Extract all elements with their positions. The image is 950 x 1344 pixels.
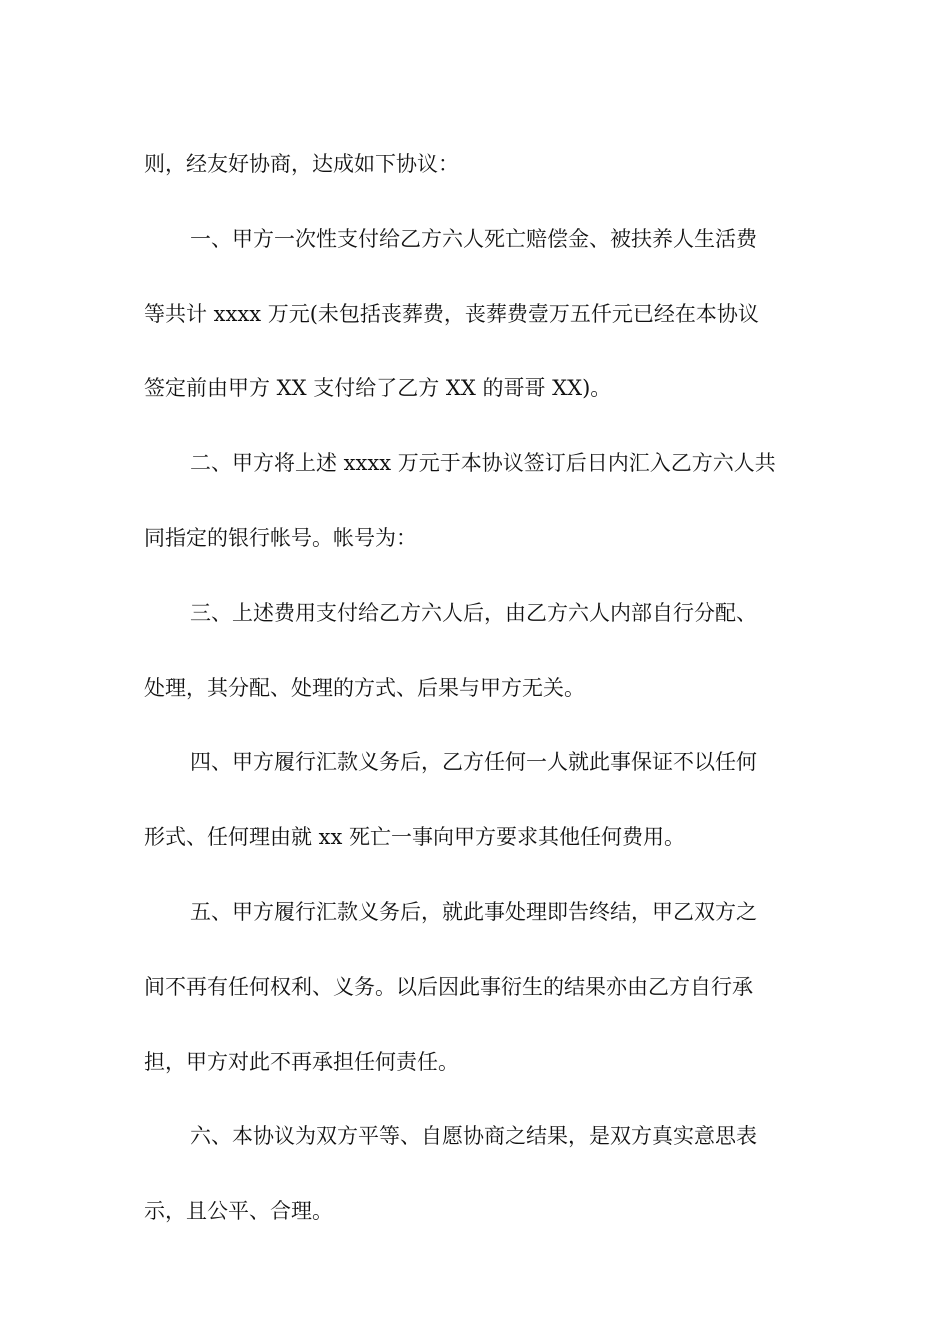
text-line: 六、本协议为双方平等、自愿协商之结果，是双方真实意思表 — [190, 1124, 757, 1149]
text-line: 担，甲方对此不再承担任何责任。 — [144, 1049, 459, 1074]
text-line: 则，经友好协商，达成如下协议： — [144, 152, 459, 176]
text-line: 同指定的银行帐号。帐号为： — [144, 525, 417, 550]
text-line: 三、上述费用支付给乙方六人后，由乙方六人内部自行分配、 — [190, 600, 757, 625]
text-line: 等共计 xxxx 万元(未包括丧葬费，丧葬费壹万五仟元已经在本协议 — [144, 301, 759, 326]
text-line: 五、甲方履行汇款义务后，就此事处理即告终结，甲乙双方之 — [190, 899, 757, 924]
document-body — [144, 127, 816, 1249]
text-line: 处理，其分配、处理的方式、后果与甲方无关。 — [144, 675, 585, 700]
text-line: 形式、任何理由就 xx 死亡一事向甲方要求其他任何费用。 — [144, 825, 686, 850]
text-line: 示，且公平、合理。 — [144, 1199, 333, 1224]
text-line: 一、甲方一次性支付给乙方六人死亡赔偿金、被扶养人生活费 — [190, 226, 757, 251]
text-line: 四、甲方履行汇款义务后，乙方任何一人就此事保证不以任何 — [190, 750, 757, 775]
text-line: 二、甲方将上述 xxxx 万元于本协议签订后日内汇入乙方六人共 — [190, 451, 776, 476]
text-line: 签定前由甲方 XX 支付给了乙方 XX 的哥哥 XX)。 — [144, 376, 612, 401]
text-line: 间不再有任何权利、义务。以后因此事衍生的结果亦由乙方自行承 — [144, 974, 753, 999]
